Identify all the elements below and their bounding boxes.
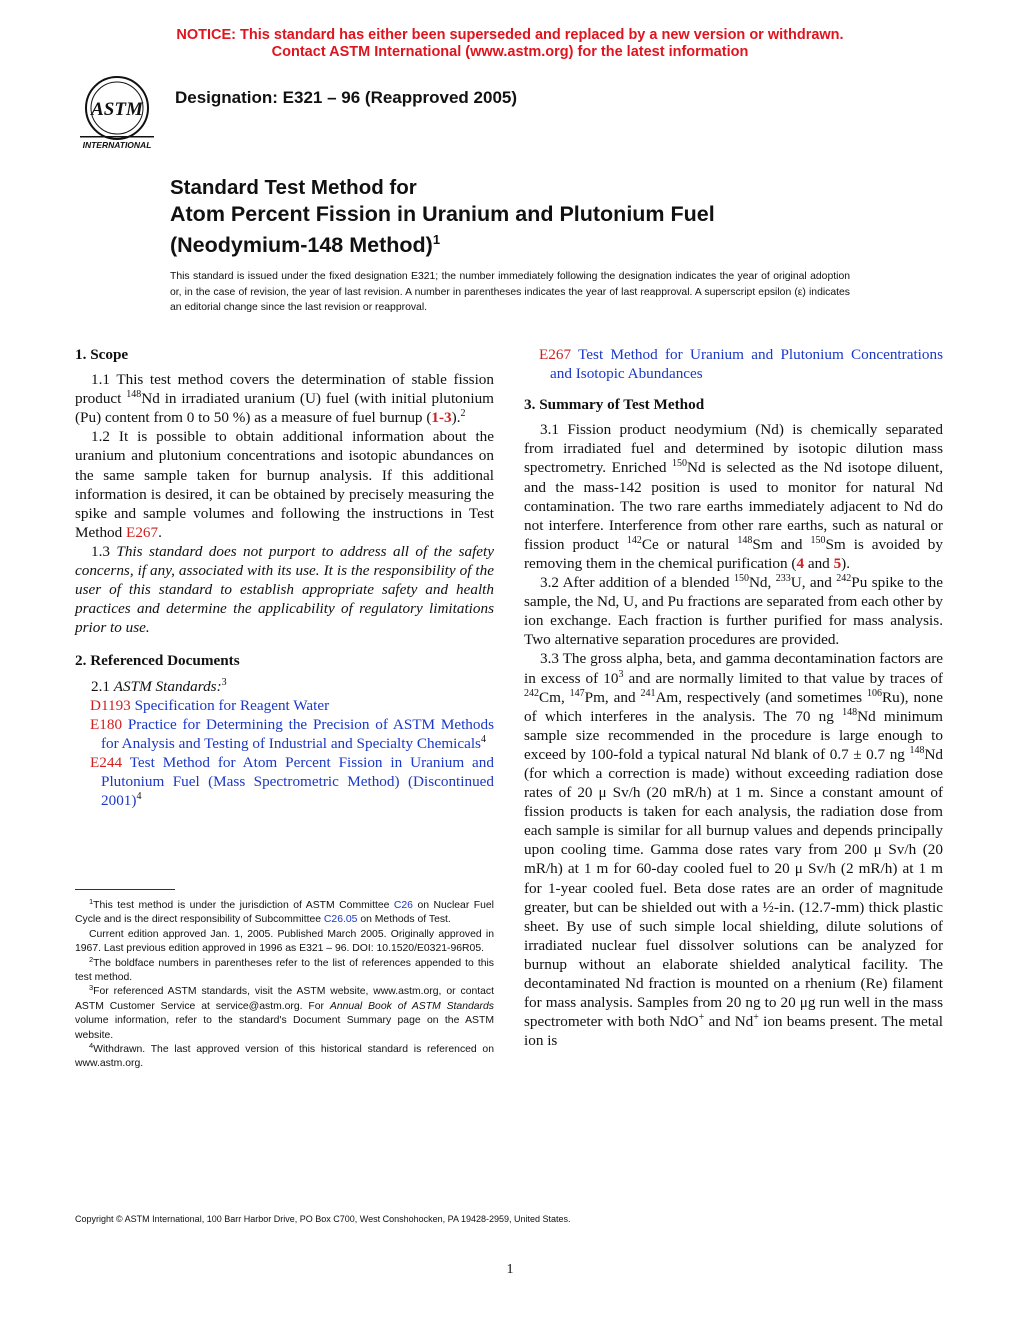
notice-banner — [0, 27, 1020, 61]
notice-line-1: NOTICE: This standard has either been superseded and replaced by a new version or withdrawn. — [176, 27, 844, 43]
footnote-4: $^4$Withdrawn. The last approved version of this historical standard is referenced on www.astm.org. — [75, 1041, 494, 1070]
designation: Designation: E321 – 96 (Reapproved 2005) — [175, 88, 518, 107]
footnote-1: $^1$This test method is under the jurisdiction of ASTM Committee C26 on Nuclear Fuel Cycle and is the direct responsibility of Subcommittee C26.05 on Methods of Test. — [75, 897, 494, 926]
title-footnote-mark[interactable]: 1 — [432, 232, 441, 247]
title-line-1: Standard Test Method for — [170, 176, 417, 199]
c26-05-link[interactable]: C26.05 — [323, 914, 358, 926]
summary-paragraph-3-2: 3.2 After addition of a blended $^{150}$Nd, $^{233}$U, and $^{242}$Pu spike to the sample, the Nd, U, and Pu fractions are separated from each other by ion exchange. Each fraction is further purified for mass analysis. Two alternative separation procedures are provided. — [524, 573, 944, 649]
logo-letters: ASTM — [91, 99, 143, 120]
issue-note: This standard is issued under the fixed designation E321; the number immediately following the designation indicates the year of original adoption or, in the case of revision, the year of last revision. A number in parentheses indicates the year of last reapproval. A superscript epsilon (ε) indicates an editorial change since the last revision or reapproval. — [170, 271, 850, 313]
right-column — [524, 345, 943, 1050]
summary-paragraph-3-1: 3.1 Fission product neodymium (Nd) is chemically separated from irradiated fuel and determined by isotopic dilution mass spectrometry. Enriched $^{150}$Nd is selected as the Nd isotope diluent, and the mass-142 position is used to monitor for natural Nd contamination. The two rare earths immediately adjacent to Nd do not interfere. Interference from other rare earths, such as natural or fission product $^{142}$Ce or natural $^{148}$Sm and $^{150}$Sm is avoided by removing them in the chemical purification (4 and 5). — [524, 421, 943, 572]
left-column — [75, 345, 494, 810]
logo-label: INTERNATIONAL — [82, 140, 152, 150]
c26-link[interactable]: C26 — [393, 900, 413, 911]
footnote-mark-2[interactable]: 2 — [460, 408, 466, 420]
notice-line-2: Contact ASTM International (www.astm.org) for the latest information — [271, 44, 749, 60]
title-line-3: (Neodymium-148 Method)$^1$ — [170, 232, 441, 258]
astm-standards-intro: 2.1 ASTM Standards:$^3$ — [91, 676, 227, 695]
summary-paragraph-3-3: 3.3 The gross alpha, beta, and gamma decontamination factors are in excess of $10^3$ and are normally limited to that value by traces of $^{242}$Cm, $^{147}$Pm, and $^{241}$Am, respectively (and sometimes $^{106}$Ru), none of which interferes in the analysis. The 70 ng $^{148}$Nd minimum sample size recommended in the procedure is large enough to exceed by 100-fold a typical natural Nd blank of 0.7 ± 0.7 ng $^{148}$Nd (for which a correction is made) without exceeding radiation dose rates of 20 μ Sv/h (20 mR/h) at 1 m. Since a constant amount of fission products is taken for each analysis, the radiation dose from each sample is similar for all burnup values and depends principally upon cooling time. Gamma dose rates vary from 200 μ Sv/h (20 mR/h) at 1 m for 60-day cooled fuel to 20 μ Sv/h (2 mR/h) at 1 m for 1-year cooled fuel. Beta dose rates are an order of magnitude greater, but can be shielded out with a ½-in. (12.7-mm) thick plastic sheet. By use of such simple local shielding, dilute solutions of irradiated nuclear fuel dissolver solutions can be analyzed for burnup without an elaborate shielded analytical facility. The decontaminated Nd fraction is mounted on a rhenium (Re) filament for mass analysis. Samples from 20 ng to 20 μg run well in the mass spectrometer with both NdO+ and Nd+ ion beams present. The metal ion is — [524, 650, 943, 1050]
reference-link-1-3[interactable]: 1-3 — [431, 409, 452, 427]
reference-item-e244[interactable]: E244 Test Method for Atom Percent Fission in Uranium and Plutonium Fuel (Mass Spectrometric Method) (Discontinued 2001)$^4$ — [90, 753, 494, 810]
scope-heading: 1. Scope — [75, 346, 129, 363]
referenced-documents-heading: 2. Referenced Documents — [75, 652, 240, 670]
e267-link[interactable]: E267 — [126, 523, 159, 541]
reference-link-4[interactable]: 4 — [796, 554, 805, 572]
scope-paragraph-1-3: 1.3 This standard does not purport to address all of the safety concerns, if any, associated with its use. It is the responsibility of the user of this standard to establish appropriate safety and health practices and determine the applicability of regulatory limitations prior to use. — [75, 542, 495, 637]
scope-paragraph-1-1: 1.1 This test method covers the determination of stable fission product $^{148}$Nd in irradiated uranium (U) fuel (with initial plutonium (Pu) content from 0 to 50 %) as a measure of fuel burnup (1-3).$^2$ — [75, 371, 494, 427]
title-line-2: Atom Percent Fission in Uranium and Plutonium Fuel — [170, 202, 715, 226]
reference-item-e267[interactable]: E267 Test Method for Uranium and Plutonium Concentrations and Isotopic Abundances — [539, 346, 943, 383]
footnotes — [75, 899, 494, 1072]
copyright: Copyright © ASTM International, 100 Barr Harbor Drive, PO Box C700, West Conshohocken, PA 19428-2959, United States. — [75, 1214, 571, 1224]
page-number: 1 — [506, 1262, 514, 1277]
scope-paragraph-1-2: 1.2 It is possible to obtain additional information about the uranium and plutonium concentrations and isotopic abundances on the same sample taken for burnup analysis. If this additional information is desired, it can be obtained by precisely measuring the spike and sample volumes and following the instructions in Test Method E267. — [75, 428, 494, 541]
reference-item-d1193[interactable]: D1193 Specification for Reagent Water — [90, 696, 330, 714]
summary-heading: 3. Summary of Test Method — [524, 396, 705, 414]
footnote-divider — [75, 889, 175, 890]
reference-item-e180[interactable]: E180 Practice for Determining the Precision of ASTM Methods for Analysis and Testing of Industrial and Specialty Chemicals$^4$ — [90, 715, 495, 752]
footnote-3: $^3$For referenced ASTM standards, visit the ASTM website, www.astm.org, or contact ASTM Customer Service at service@astm.org. For Annual Book of ASTM Standards volume information, refer to the standard's Document Summary page on the ASTM website. — [75, 983, 494, 1041]
footnote-1-edition: Current edition approved Jan. 1, 2005. Published March 2005. Originally approved in 1967. Last previous edition approved in 1996 as E321 – 96. DOI: 10.1520/E0321-96R05. — [75, 928, 494, 955]
footnote-2: $^2$The boldface numbers in parentheses refer to the list of references appended to this test method. — [75, 954, 494, 984]
document-title — [170, 175, 890, 258]
astm-logo — [72, 74, 162, 156]
reference-link-5[interactable]: 5 — [833, 554, 842, 572]
